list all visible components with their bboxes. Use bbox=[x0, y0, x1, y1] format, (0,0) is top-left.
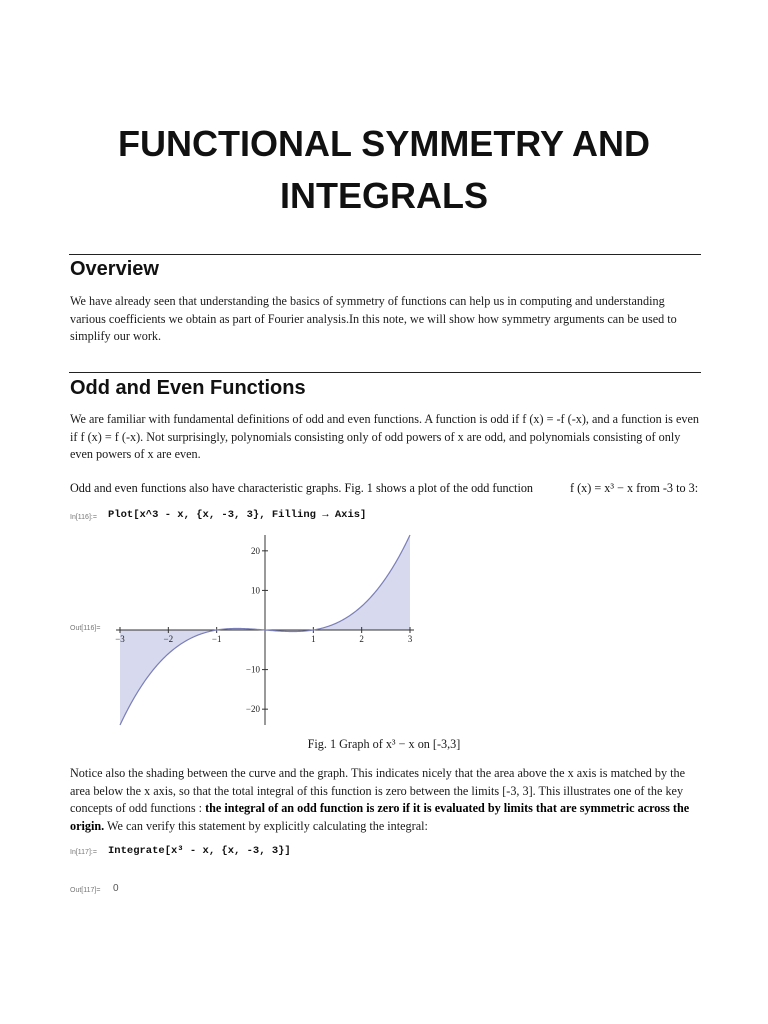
integrate-command[interactable]: Integrate[x³ - x, {x, -3, 3}] bbox=[108, 845, 291, 857]
paragraph-overview: We have already seen that understanding the basics of symmetry of functions can help us in computing and understanding various coefficients we obtain as part of Fourier analysis.In this note, we will show how symmetry arguments can be used to simplify our work. bbox=[70, 294, 677, 343]
plot-command[interactable]: Plot[x^3 - x, {x, -3, 3}, Filling → Axis] bbox=[108, 509, 367, 521]
integral-result: 0 bbox=[113, 883, 119, 894]
x-tick-label: 2 bbox=[359, 634, 364, 644]
y-tick-label: 20 bbox=[251, 545, 260, 556]
x-tick-label: 3 bbox=[407, 634, 413, 644]
output-label-116: Out[116]= bbox=[70, 625, 101, 632]
x-tick-label: 1 bbox=[311, 634, 316, 644]
paragraph-graphs bbox=[70, 480, 700, 497]
function-plot bbox=[110, 530, 420, 730]
heading-overview: Overview bbox=[70, 258, 159, 280]
figure-caption: Fig. 1 Graph of x³ − x on [-3,3] bbox=[307, 737, 461, 751]
odd-integral-statement: the integral of an odd function is zero if it is evaluated by limits that are symmetric across the origin. bbox=[70, 801, 690, 833]
x-tick-label: −3 bbox=[115, 634, 125, 644]
output-label-117: Out[117]= bbox=[70, 887, 101, 894]
input-label-117: In[117]:= bbox=[70, 849, 97, 856]
shading-text-intro: Notice also the shading between the curve and the graph. This indicates nicely that the area above the x axis is matched by the area below the x axis, so that the total integral of this function is zero between the limits [-3, 3]. This illustrates one of the key concepts of odd functions : bbox=[70, 766, 686, 815]
page-title-line1: FUNCTIONAL SYMMETRY AND bbox=[117, 123, 650, 164]
page-title-line2: INTEGRALS bbox=[279, 175, 488, 216]
y-tick-label: −10 bbox=[245, 664, 260, 675]
x-tick-label: −1 bbox=[211, 634, 222, 644]
input-label-116: In[116]:= bbox=[70, 514, 97, 521]
section-rule-odd-even bbox=[69, 372, 701, 373]
heading-odd-even: Odd and Even Functions bbox=[70, 377, 306, 399]
y-tick-label: 10 bbox=[251, 585, 260, 596]
section-rule-overview bbox=[69, 254, 701, 255]
x-tick-label: −2 bbox=[163, 634, 174, 644]
paragraph-graphs-text: Odd and even functions also have characteristic graphs. Fig. 1 shows a plot of the odd function bbox=[70, 481, 534, 495]
shading-text-end: We can verify this statement by explicitly calculating the integral: bbox=[104, 818, 428, 833]
paragraph-shading bbox=[70, 765, 700, 835]
paragraph-definitions: We are familiar with fundamental definitions of odd and even functions. A function is odd if f (x) = -f (-x), and a function is even if f (x) = f (-x). Not surprisingly, polynomials consisting only of odd powers of x are odd, and polynomials consisting of only even powers of x are even. bbox=[70, 412, 699, 461]
y-tick-label: −20 bbox=[245, 704, 260, 715]
function-formula: f (x) = x³ − x from -3 to 3: bbox=[570, 481, 699, 495]
